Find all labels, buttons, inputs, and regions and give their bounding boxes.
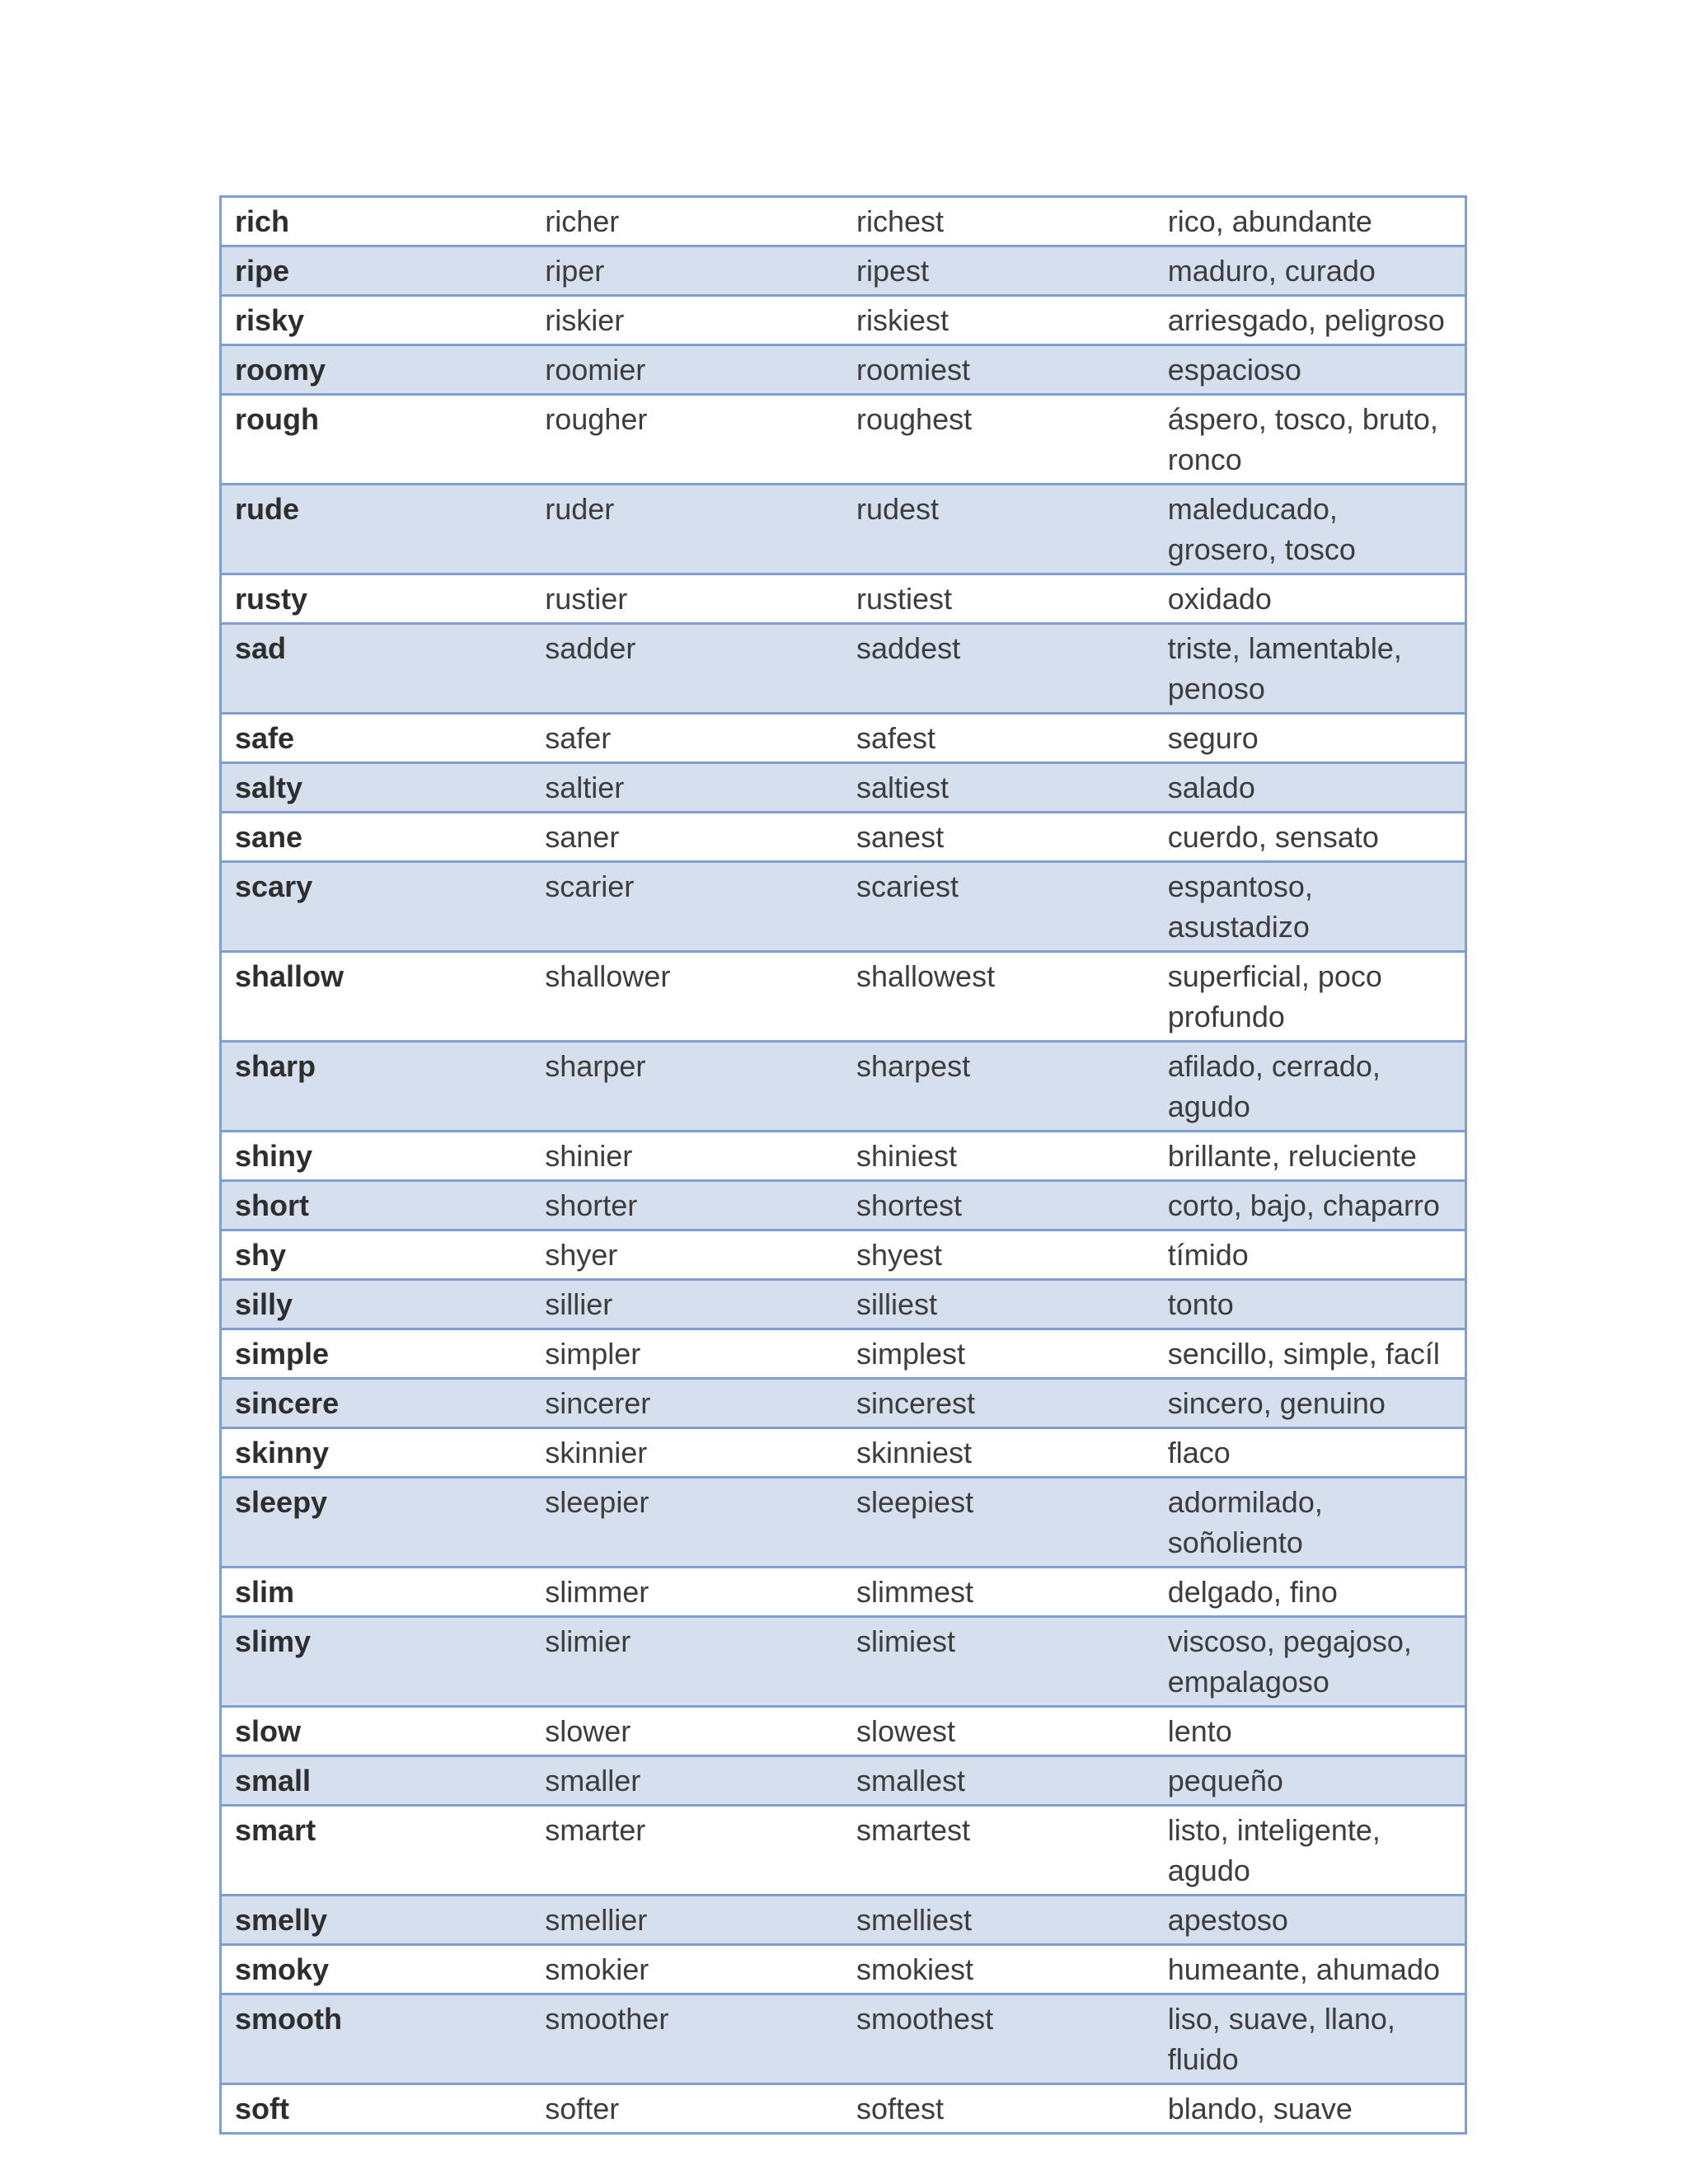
superlative-cell: saltiest (856, 771, 950, 804)
table-row (221, 714, 1466, 763)
translation-cell: corto, bajo, chaparro (1167, 1188, 1440, 1222)
base-form-cell: scary (235, 869, 313, 903)
comparative-cell: slimier (545, 1624, 631, 1658)
comparative-cell: ruder (545, 492, 615, 526)
superlative-cell: rudest (856, 492, 940, 526)
translation-cell: espacioso (1167, 353, 1301, 387)
table-row (221, 1280, 1466, 1329)
comparative-cell: richer (545, 204, 620, 238)
comparative-cell: saner (545, 820, 620, 854)
base-form-cell: sad (235, 631, 287, 665)
base-form-cell: shy (235, 1238, 287, 1272)
comparative-cell: sadder (545, 631, 636, 665)
base-form-cell: smoky (235, 1952, 330, 1986)
table-row (221, 862, 1466, 952)
comparative-cell: sharper (545, 1049, 646, 1083)
translation-cell: rico, abundante (1167, 204, 1372, 238)
superlative-cell: shiniest (856, 1139, 958, 1173)
comparative-cell: smaller (545, 1764, 641, 1797)
superlative-cell: sleepiest (856, 1485, 974, 1519)
comparative-cell: shallower (545, 959, 671, 993)
translation-cell: adormilado, soñoliento (1167, 1485, 1323, 1559)
translation-cell: salado (1167, 771, 1255, 804)
comparative-cell: sleepier (545, 1485, 649, 1519)
superlative-cell: scariest (856, 869, 959, 903)
translation-cell: pequeño (1167, 1764, 1283, 1797)
superlative-cell: smelliest (856, 1903, 973, 1937)
base-form-cell: rich (235, 204, 290, 238)
table-row (221, 485, 1466, 574)
base-form-cell: salty (235, 771, 303, 804)
comparative-cell: riskier (545, 303, 625, 337)
table-row (221, 952, 1466, 1042)
comparative-cell: shyer (545, 1238, 618, 1272)
table-row (221, 246, 1466, 296)
translation-cell: oxidado (1167, 582, 1272, 616)
translation-cell: espantoso, asustadizo (1167, 869, 1313, 944)
table-row (221, 395, 1466, 485)
translation-cell: flaco (1167, 1436, 1231, 1469)
table-row (221, 1230, 1466, 1280)
translation-cell: sencillo, simple, facíl (1167, 1337, 1440, 1371)
base-form-cell: sleepy (235, 1485, 328, 1519)
base-form-cell: smart (235, 1813, 316, 1847)
table-row (221, 1945, 1466, 1994)
table-row (221, 813, 1466, 862)
table-row (221, 296, 1466, 345)
translation-cell: triste, lamentable, penoso (1167, 631, 1402, 705)
superlative-cell: simplest (856, 1337, 966, 1371)
table-row (221, 1617, 1466, 1707)
superlative-cell: shyest (856, 1238, 943, 1272)
comparative-cell: rougher (545, 402, 648, 436)
base-form-cell: sane (235, 820, 303, 854)
base-form-cell: smooth (235, 2002, 342, 2036)
table-row (221, 1428, 1466, 1478)
table-row (221, 1042, 1466, 1132)
table-row (221, 1132, 1466, 1181)
superlative-cell: sincerest (856, 1386, 976, 1420)
translation-cell: maduro, curado (1167, 254, 1376, 288)
translation-cell: lento (1167, 1714, 1232, 1748)
superlative-cell: safest (856, 721, 936, 755)
comparative-cell: smarter (545, 1813, 646, 1847)
translation-cell: arriesgado, peligroso (1167, 303, 1445, 337)
superlative-cell: roomiest (856, 353, 971, 387)
superlative-cell: silliest (856, 1287, 938, 1321)
translation-cell: tonto (1167, 1287, 1234, 1321)
base-form-cell: rude (235, 492, 300, 526)
comparative-cell: safer (545, 721, 612, 755)
translation-cell: superficial, poco profundo (1167, 959, 1382, 1033)
superlative-cell: riskiest (856, 303, 950, 337)
translation-cell: apestoso (1167, 1903, 1288, 1937)
superlative-cell: shallowest (856, 959, 996, 993)
base-form-cell: sharp (235, 1049, 316, 1083)
comparative-cell: riper (545, 254, 605, 288)
table-row (221, 1896, 1466, 1945)
table-row (221, 1181, 1466, 1230)
comparative-cell: softer (545, 2092, 620, 2125)
table-body (221, 197, 1466, 2134)
comparative-cell: rustier (545, 582, 628, 616)
comparative-cell: shinier (545, 1139, 633, 1173)
superlative-cell: richest (856, 204, 945, 238)
table-row (221, 1806, 1466, 1896)
base-form-cell: rusty (235, 582, 308, 616)
superlative-cell: smoothest (856, 2002, 994, 2036)
base-form-cell: silly (235, 1287, 293, 1321)
table-row (221, 1379, 1466, 1428)
table-row (221, 1756, 1466, 1806)
table-row (221, 1478, 1466, 1568)
translation-cell: afilado, cerrado, agudo (1167, 1049, 1381, 1123)
base-form-cell: shiny (235, 1139, 313, 1173)
base-form-cell: safe (235, 721, 295, 755)
superlative-cell: roughest (856, 402, 973, 436)
translation-cell: humeante, ahumado (1167, 1952, 1440, 1986)
base-form-cell: slow (235, 1714, 302, 1748)
base-form-cell: simple (235, 1337, 330, 1371)
comparative-cell: shorter (545, 1188, 638, 1222)
comparative-cell: smoother (545, 2002, 669, 2036)
comparative-cell: sillier (545, 1287, 613, 1321)
superlative-cell: sanest (856, 820, 945, 854)
base-form-cell: skinny (235, 1436, 330, 1469)
translation-cell: sincero, genuino (1167, 1386, 1386, 1420)
translation-cell: brillante, reluciente (1167, 1139, 1417, 1173)
translation-cell: liso, suave, llano, fluido (1167, 2002, 1395, 2076)
table-row (221, 574, 1466, 624)
comparative-cell: saltier (545, 771, 625, 804)
translation-cell: tímido (1167, 1238, 1249, 1272)
comparative-cell: slower (545, 1714, 631, 1748)
table-row (221, 1707, 1466, 1756)
table-row (221, 624, 1466, 714)
translation-cell: maleducado, grosero, tosco (1167, 492, 1356, 566)
comparative-cell: roomier (545, 353, 646, 387)
translation-cell: áspero, tosco, bruto, ronco (1167, 402, 1438, 476)
superlative-cell: ripest (856, 254, 930, 288)
superlative-cell: skinniest (856, 1436, 973, 1469)
table-row (221, 1568, 1466, 1617)
base-form-cell: short (235, 1188, 309, 1222)
superlative-cell: saddest (856, 631, 961, 665)
translation-cell: cuerdo, sensato (1167, 820, 1379, 854)
base-form-cell: sincere (235, 1386, 340, 1420)
superlative-cell: shortest (856, 1188, 963, 1222)
table-row (221, 1994, 1466, 2084)
table-row (221, 345, 1466, 395)
superlative-cell: smokiest (856, 1952, 974, 1986)
base-form-cell: soft (235, 2092, 289, 2125)
superlative-cell: slimmest (856, 1575, 973, 1609)
translation-cell: listo, inteligente, agudo (1167, 1813, 1381, 1887)
base-form-cell: roomy (235, 353, 326, 387)
base-form-cell: slim (235, 1575, 295, 1609)
base-form-cell: risky (235, 303, 305, 337)
superlative-cell: slowest (856, 1714, 956, 1748)
base-form-cell: slimy (235, 1624, 312, 1658)
superlative-cell: smallest (856, 1764, 966, 1797)
comparative-cell: sincerer (545, 1386, 651, 1420)
comparative-adjectives-table (219, 195, 1467, 2135)
translation-cell: seguro (1167, 721, 1259, 755)
base-form-cell: rough (235, 402, 319, 436)
superlative-cell: sharpest (856, 1049, 971, 1083)
superlative-cell: smartest (856, 1813, 971, 1847)
translation-cell: blando, suave (1167, 2092, 1353, 2125)
comparative-cell: skinnier (545, 1436, 648, 1469)
comparative-cell: smellier (545, 1903, 648, 1937)
superlative-cell: rustiest (856, 582, 953, 616)
superlative-cell: softest (856, 2092, 945, 2125)
superlative-cell: slimiest (856, 1624, 956, 1658)
base-form-cell: shallow (235, 959, 345, 993)
comparative-cell: smokier (545, 1952, 649, 1986)
translation-cell: viscoso, pegajoso, empalagoso (1167, 1624, 1412, 1699)
table-row (221, 2084, 1466, 2134)
base-form-cell: smelly (235, 1903, 328, 1937)
table-row (221, 763, 1466, 813)
comparative-cell: scarier (545, 869, 635, 903)
base-form-cell: small (235, 1764, 312, 1797)
comparative-cell: simpler (545, 1337, 641, 1371)
comparative-cell: slimmer (545, 1575, 649, 1609)
table-row (221, 197, 1466, 246)
base-form-cell: ripe (235, 254, 290, 288)
table-row (221, 1329, 1466, 1379)
translation-cell: delgado, fino (1167, 1575, 1338, 1609)
